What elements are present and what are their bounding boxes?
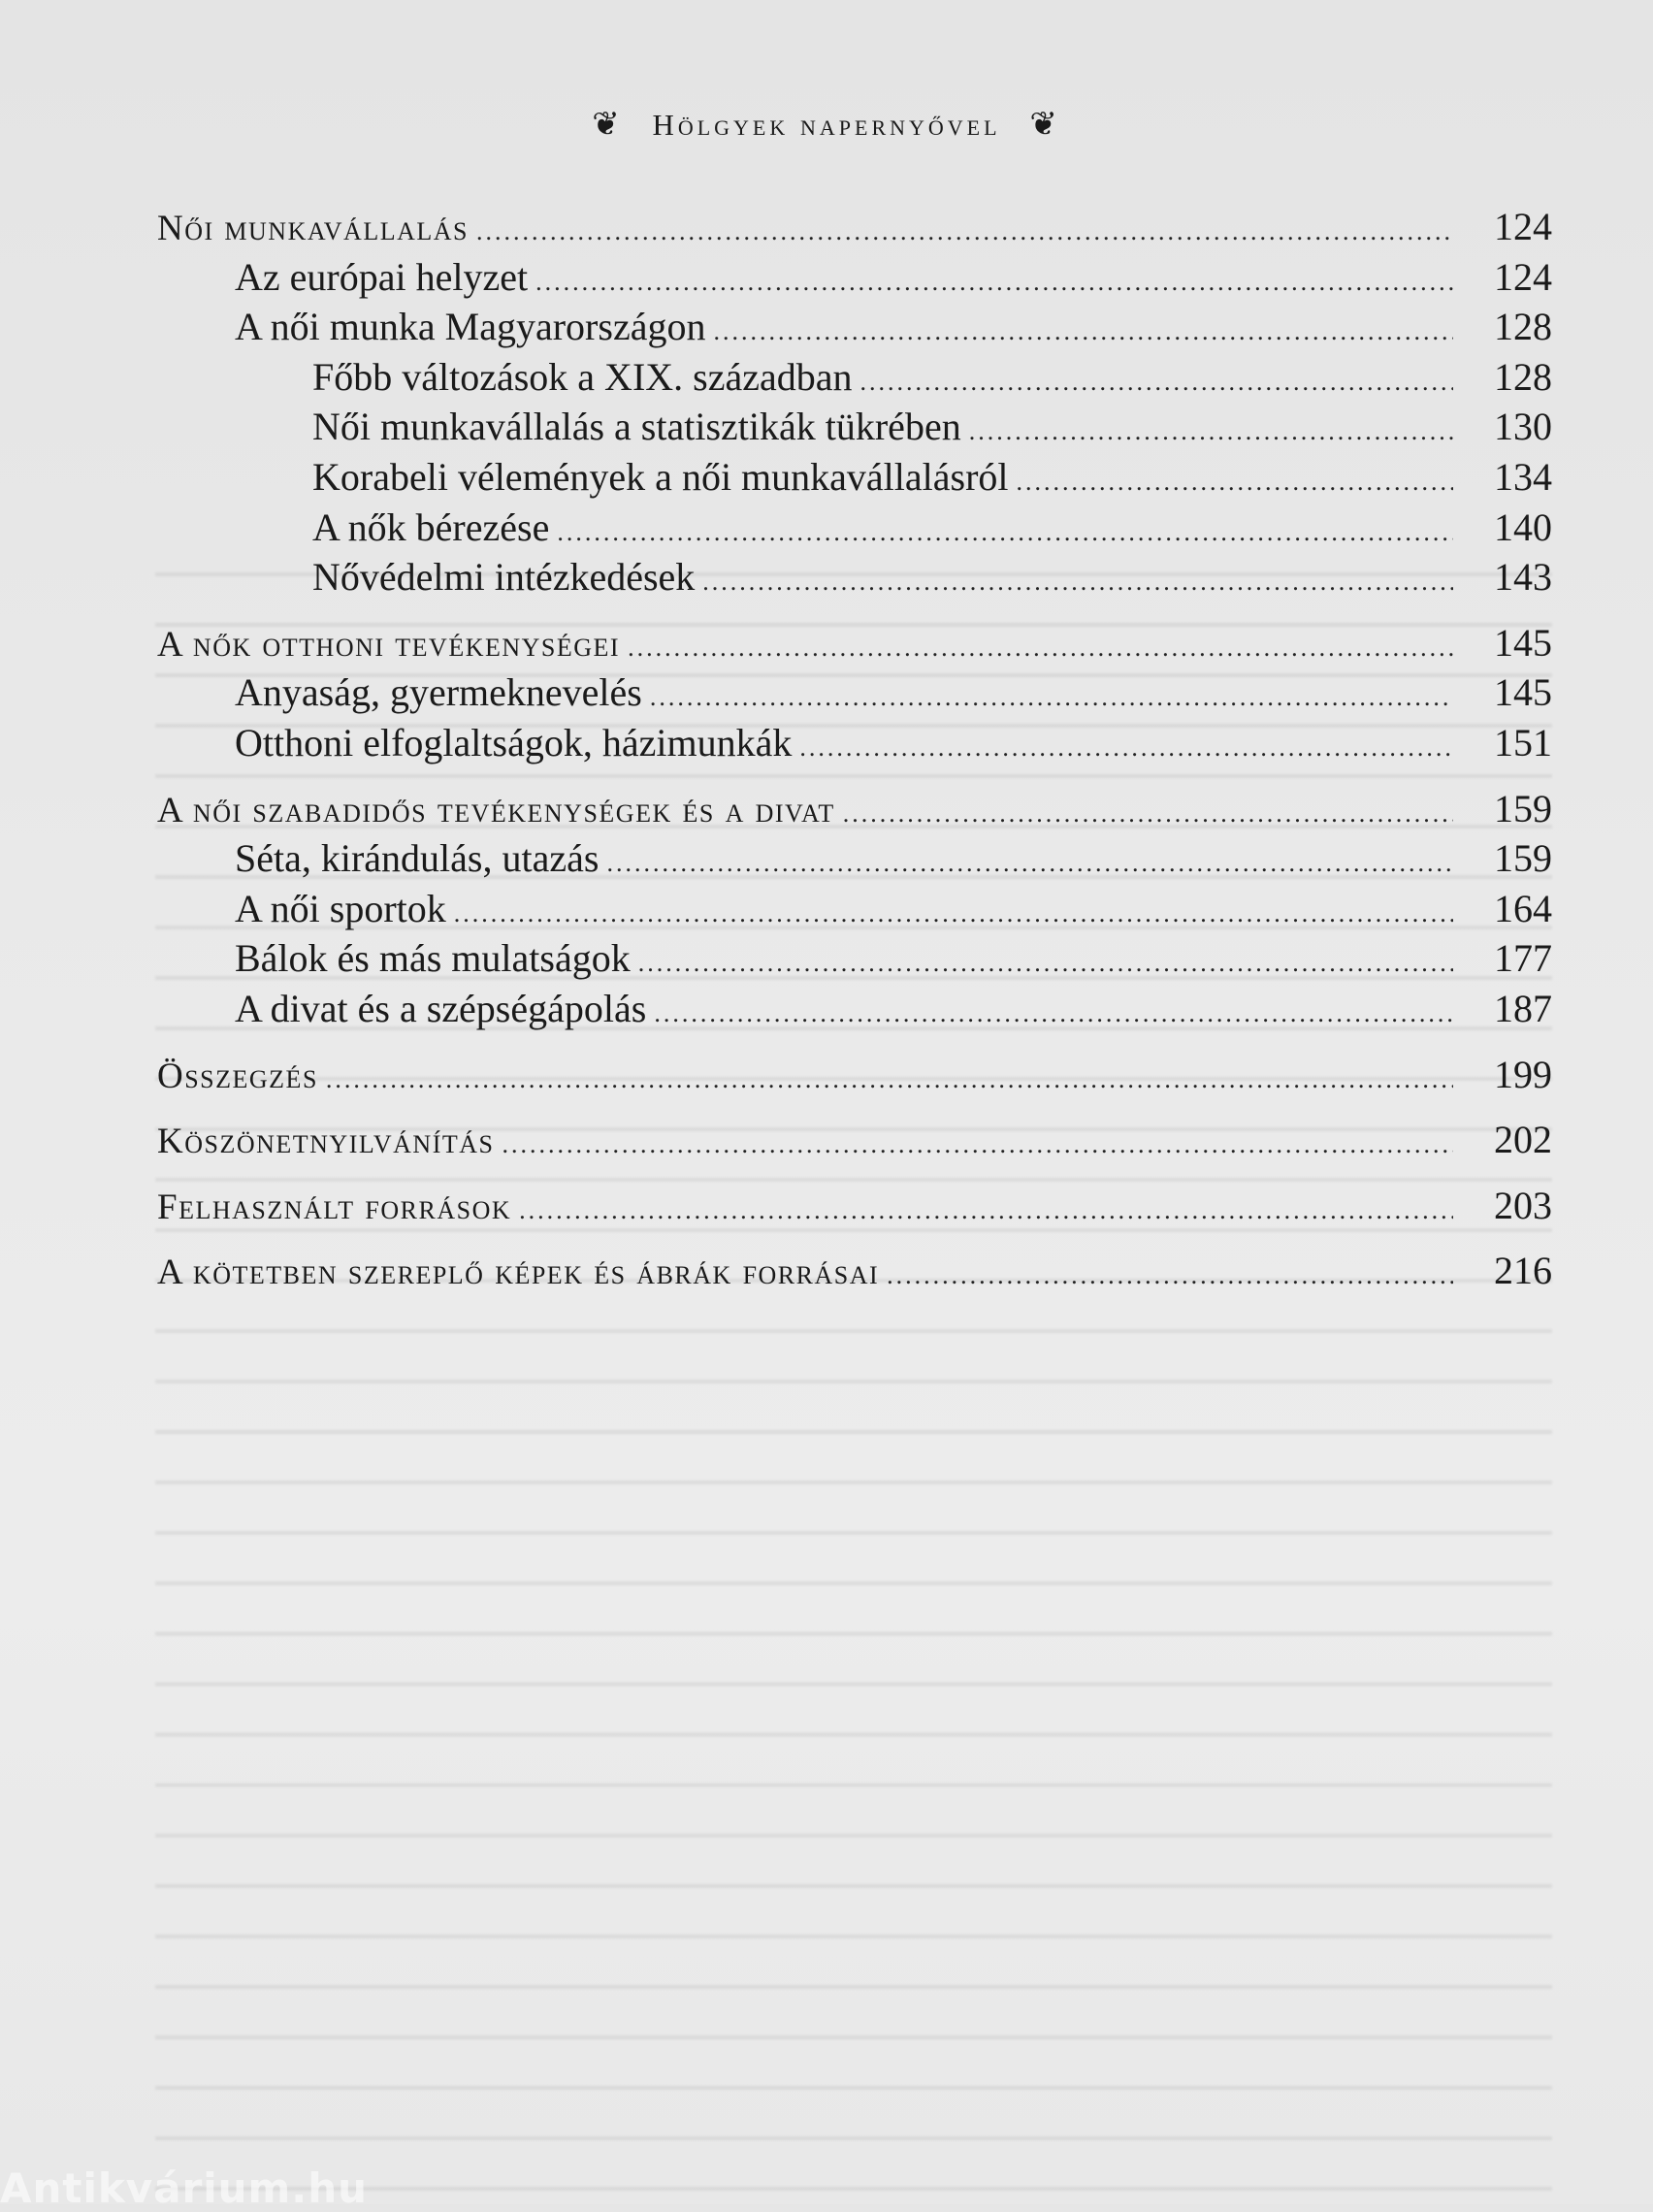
toc-entry[interactable]: [157, 620, 1552, 670]
toc-entry-page: 130: [1494, 405, 1552, 449]
dot-leader: [326, 1065, 1453, 1094]
section-gap: [157, 770, 1552, 786]
toc-entry-page: 203: [1494, 1183, 1552, 1227]
toc-entry-title: Női munkavállalás a statisztikák tükrében: [312, 405, 961, 449]
toc-entry-title: Főbb változások a XIX. században: [312, 354, 853, 399]
table-of-contents: [157, 204, 1552, 1298]
toc-entry[interactable]: [157, 786, 1552, 836]
dot-leader: [650, 683, 1453, 712]
toc-entry-title: A női munka Magyarországon: [235, 305, 706, 349]
section-gap: [157, 1232, 1552, 1248]
toc-entry[interactable]: [157, 554, 1552, 604]
toc-entry-page: 199: [1494, 1052, 1552, 1096]
dot-leader: [502, 1130, 1453, 1159]
toc-entry-title: Összegzés: [157, 1056, 318, 1096]
running-header: [0, 105, 1653, 144]
toc-entry-title: A nők otthoni tevékenységei: [157, 624, 621, 665]
toc-entry-title: Felhasznált források: [157, 1187, 512, 1227]
toc-entry[interactable]: [157, 1248, 1552, 1298]
dot-leader: [606, 849, 1453, 878]
section-gap: [157, 1036, 1552, 1052]
toc-entry-page: 128: [1494, 305, 1552, 349]
dot-leader: [654, 999, 1453, 1028]
dot-leader: [535, 268, 1453, 297]
toc-entry[interactable]: [157, 304, 1552, 354]
dot-leader: [887, 1261, 1453, 1290]
toc-entry[interactable]: [157, 454, 1552, 504]
ornament-left-icon: ❦: [592, 107, 624, 143]
toc-entry[interactable]: [157, 886, 1552, 936]
dot-leader: [628, 634, 1453, 663]
toc-entry-page: 159: [1494, 786, 1552, 830]
dot-leader: [799, 733, 1453, 763]
toc-entry-page: 202: [1494, 1118, 1552, 1162]
toc-entry[interactable]: [157, 1117, 1552, 1167]
toc-entry-page: 140: [1494, 504, 1552, 549]
toc-entry[interactable]: [157, 986, 1552, 1036]
dot-leader: [702, 568, 1453, 597]
toc-entry-page: 143: [1494, 555, 1552, 600]
toc-entry-title: Az európai helyzet: [235, 254, 529, 299]
toc-entry[interactable]: [157, 404, 1552, 454]
toc-entry-title: A kötetben szereplő képek és ábrák forrásai: [157, 1252, 880, 1293]
toc-entry-page: 124: [1494, 205, 1552, 248]
toc-entry-page: 187: [1494, 986, 1552, 1030]
toc-entry-page: 145: [1494, 670, 1552, 715]
dot-leader: [969, 417, 1453, 446]
watermark: Antikvárium.hu: [0, 2164, 369, 2212]
toc-entry-title: A női szabadidős tevékenységek és a divat: [157, 790, 835, 830]
toc-entry-page: 134: [1494, 454, 1552, 499]
toc-entry[interactable]: [157, 835, 1552, 886]
ornament-right-icon: ❦: [1029, 107, 1061, 143]
toc-entry[interactable]: [157, 669, 1552, 720]
toc-entry[interactable]: [157, 720, 1552, 770]
dot-leader: [476, 217, 1453, 246]
toc-entry[interactable]: [157, 204, 1552, 254]
toc-entry-page: 216: [1494, 1249, 1552, 1293]
toc-entry-title: Séta, kirándulás, utazás: [235, 836, 600, 881]
toc-entry-page: 159: [1494, 836, 1552, 881]
toc-entry[interactable]: [157, 504, 1552, 555]
section-gap: [157, 1167, 1552, 1183]
toc-entry-page: 128: [1494, 354, 1552, 399]
toc-entry-title: Korabeli vélemények a női munkavállalásról: [312, 454, 1009, 499]
dot-leader: [638, 949, 1453, 978]
toc-entry[interactable]: [157, 1052, 1552, 1102]
dot-leader: [519, 1196, 1453, 1225]
dot-leader: [713, 317, 1453, 346]
section-gap: [157, 604, 1552, 620]
dot-leader: [454, 899, 1453, 928]
toc-entry-title: A női sportok: [235, 886, 446, 930]
toc-entry[interactable]: [157, 354, 1552, 405]
dot-leader: [843, 799, 1453, 829]
toc-entry[interactable]: [157, 254, 1552, 305]
dot-leader: [1017, 468, 1453, 497]
toc-entry-page: 124: [1494, 254, 1552, 299]
toc-entry[interactable]: [157, 935, 1552, 986]
section-gap: [157, 1101, 1552, 1117]
toc-entry-title: Női munkavállalás: [157, 209, 469, 248]
dot-leader: [859, 368, 1453, 397]
toc-entry-title: Köszönetnyilvánítás: [157, 1122, 495, 1162]
toc-entry-page: 164: [1494, 886, 1552, 930]
toc-entry-title: Otthoni elfoglaltságok, házimunkák: [235, 720, 793, 764]
toc-entry-title: Anyaság, gyermeknevelés: [235, 670, 642, 715]
toc-entry-title: A nők bérezése: [312, 504, 550, 549]
toc-entry-title: Nővédelmi intézkedések: [312, 555, 696, 600]
toc-entry[interactable]: [157, 1183, 1552, 1233]
toc-entry-page: 145: [1494, 620, 1552, 665]
dot-leader: [557, 518, 1453, 547]
toc-entry-page: 177: [1494, 936, 1552, 981]
toc-entry-title: A divat és a szépségápolás: [235, 986, 647, 1030]
toc-entry-title: Bálok és más mulatságok: [235, 936, 631, 981]
toc-entry-page: 151: [1494, 720, 1552, 764]
header-title: Hölgyek napernyővel: [652, 108, 1001, 142]
